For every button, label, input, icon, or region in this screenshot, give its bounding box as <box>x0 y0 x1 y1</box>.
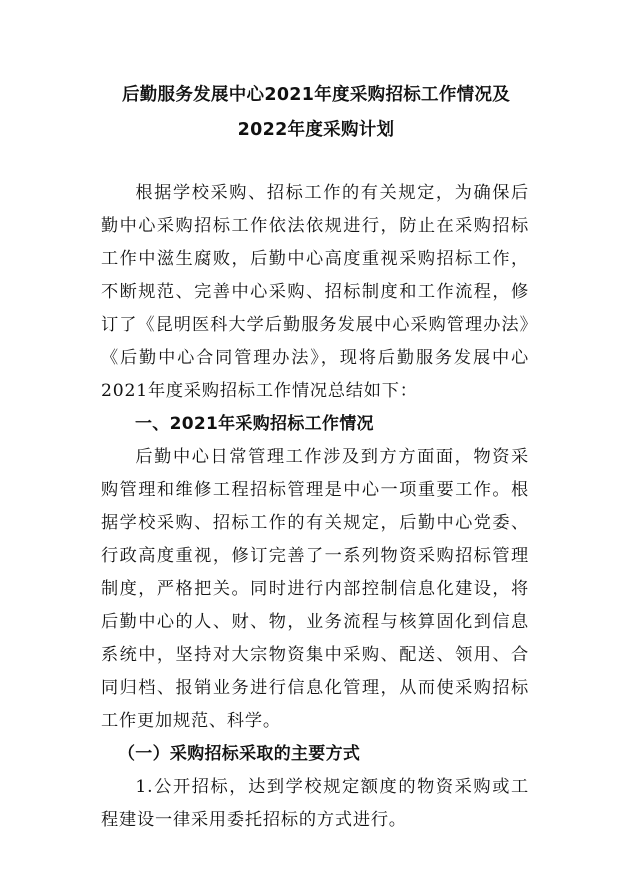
subsection-heading-1: （一）采购招标采取的主要方式 <box>118 744 361 764</box>
intro-paragraph: 根据学校采购、招标工作的有关规定，为确保后勤中心采购招标工作依法依规进行，防止在采购招标工作中滋生腐败，后勤中心高度重视采购招标工作，不断规范、完善中心采购、招标制度和工作流程，修订了《昆明医科大学后勤服务发展中心采购管理办法》《后勤中心合同管理办法》，现将后勤服务发展中心2021年度采购招标工作情况总结如下： <box>101 183 529 401</box>
item-1-paragraph: 1.公开招标，达到学校规定额度的物资采购或工程建设一律采用委托招标的方式进行。 <box>101 777 529 830</box>
section-1-paragraph: 后勤中心日常管理工作涉及到方方面面，物资采购管理和维修工程招标管理是中心一项重要工作。根据学校采购、招标工作的有关规定，后勤中心党委、行政高度重视，修订完善了一系列物资采购招标管理制度，严格把关。同时进行内部控制信息化建设，将后勤中心的人、财、物，业务流程与核算固化到信息系统中，坚持对大宗物资集中采购、配送、领用、合同归档、报销业务进行信息化管理，从而使采购招标工作更加规范、科学。 <box>101 447 529 731</box>
document-title-line-2: 2022年度采购计划 <box>237 120 395 140</box>
document-title-line-1: 后勤服务发展中心2021年度采购招标工作情况及 <box>121 85 511 105</box>
document-body <box>101 177 529 837</box>
section-heading-1: 一、2021年采购招标工作情况 <box>135 414 374 434</box>
